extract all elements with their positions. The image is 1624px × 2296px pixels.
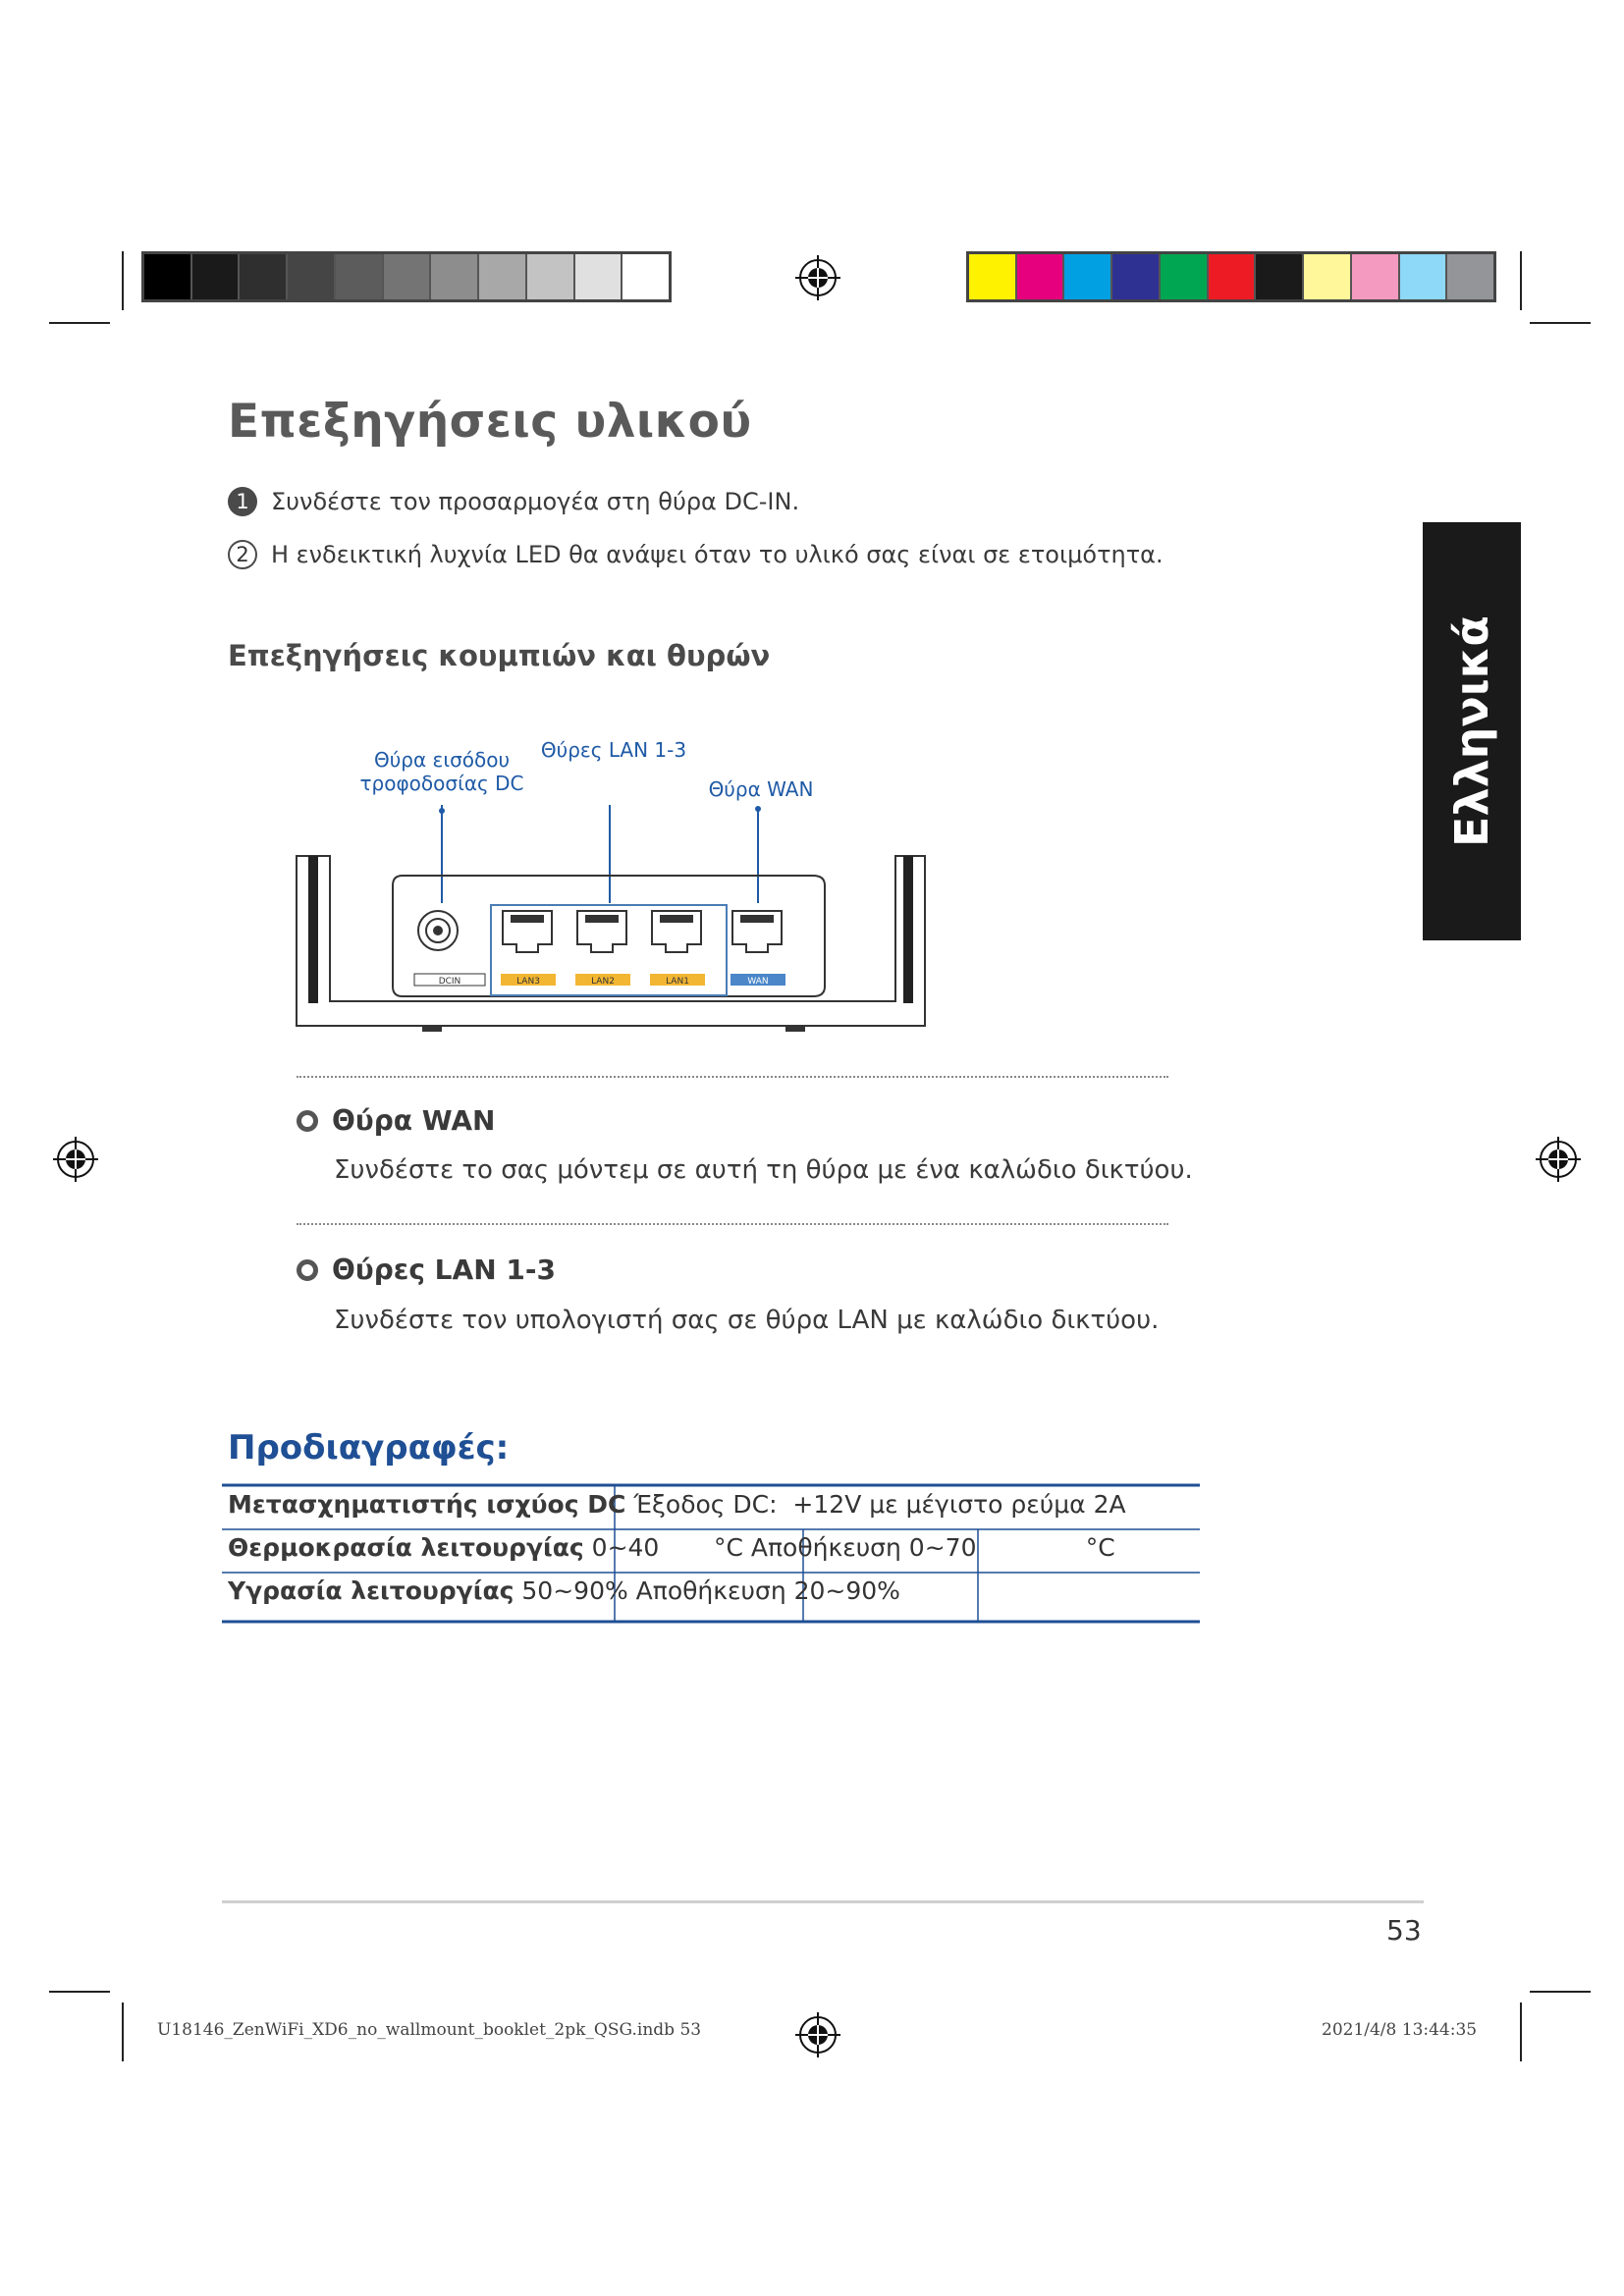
diagram-label-dc: [344, 748, 540, 795]
registration-mark-icon: [795, 2012, 840, 2057]
crop-mark: [1530, 1991, 1591, 1993]
page-title: Επεξηγήσεις υλικού: [228, 395, 752, 449]
specs-value: Έξοδος DC: +12V με μέγιστο ρεύμα 2A: [633, 1490, 1126, 1519]
color-swatch: [1209, 254, 1257, 299]
diagram-label-lan: Θύρες LAN 1-3: [540, 738, 687, 762]
gray-swatch: [431, 254, 479, 299]
specs-heading: Προδιαγραφές:: [228, 1428, 510, 1468]
registration-mark-icon: [53, 1137, 98, 1182]
gray-swatch: [288, 254, 336, 299]
color-swatch: [1400, 254, 1448, 299]
diagram-label-dc-line2: τροφοδοσίας DC: [359, 772, 524, 795]
port-heading-lan: [297, 1254, 556, 1286]
port-title: Θύρες LAN 1-3: [332, 1254, 556, 1286]
registration-mark-icon: [795, 255, 840, 300]
step-item: [228, 487, 799, 516]
specs-label: Μετασχηματιστής ισχύος DC: [228, 1490, 626, 1519]
port-heading-wan: [297, 1104, 495, 1137]
color-swatch: [1352, 254, 1400, 299]
port-description: Συνδέστε το σας μόντεμ σε αυτή τη θύρα με ένα καλώδιο δικτύου.: [334, 1155, 1193, 1185]
language-tab-label: Ελληνικά: [1445, 615, 1498, 847]
color-swatch: [969, 254, 1017, 299]
step-text: Η ενδεικτική λυχνία LED θα ανάψει όταν το υλικό σας είναι σε ετοιμότητα.: [271, 541, 1164, 568]
footer-rule: [222, 1900, 1424, 1903]
crop-mark: [122, 251, 124, 310]
diagram-label-wan: Θύρα WAN: [708, 777, 814, 801]
specs-value: 50~90% Αποθήκευση 20~90%: [521, 1576, 900, 1605]
step-number: 2: [228, 540, 257, 569]
slug-timestamp: 2021/4/8 13:44:35: [1322, 2020, 1478, 2040]
color-swatch: [1112, 254, 1161, 299]
gray-swatch: [336, 254, 384, 299]
specs-value: 0~40 °C Αποθήκευση 0~70 °C: [591, 1533, 1115, 1562]
gray-swatch: [575, 254, 623, 299]
bullet-ring-icon: [297, 1259, 318, 1281]
specs-label: Υγρασία λειτουργίας: [228, 1576, 514, 1605]
crop-mark: [122, 2002, 124, 2061]
registration-mark-icon: [1536, 1137, 1581, 1182]
divider: [297, 1223, 1168, 1225]
divider: [297, 1076, 1168, 1078]
gray-swatch: [192, 254, 241, 299]
color-swatch: [1017, 254, 1065, 299]
gray-swatch: [479, 254, 527, 299]
grayscale-calibration-bar: [141, 251, 672, 302]
specs-row: [228, 1490, 1126, 1519]
router-back-panel-diagram: [295, 805, 933, 1041]
color-swatch: [1447, 254, 1493, 299]
port-label-lan3: LAN3: [516, 977, 540, 987]
crop-mark: [1530, 322, 1591, 324]
color-swatch: [1064, 254, 1112, 299]
color-calibration-bar: [966, 251, 1496, 302]
port-label-wan: WAN: [747, 977, 769, 987]
port-label-lan1: LAN1: [666, 977, 689, 987]
bullet-ring-icon: [297, 1110, 318, 1132]
crop-mark: [1520, 2002, 1522, 2061]
color-swatch: [1256, 254, 1304, 299]
step-text: Συνδέστε τον προσαρμογέα στη θύρα DC-IN.: [271, 488, 800, 515]
slug-filename: U18146_ZenWiFi_XD6_no_wallmount_booklet_2pk_QSG.indb 53: [157, 2020, 702, 2040]
gray-swatch: [240, 254, 288, 299]
port-label-lan2: LAN2: [591, 977, 615, 987]
gray-swatch: [623, 254, 669, 299]
crop-mark: [49, 1991, 110, 1993]
gray-swatch: [384, 254, 432, 299]
specs-label: Θερμοκρασία λειτουργίας: [228, 1533, 584, 1562]
specs-row: [228, 1576, 900, 1605]
port-description: Συνδέστε τον υπολογιστή σας σε θύρα LAN με καλώδιο δικτύου.: [334, 1306, 1160, 1335]
port-title: Θύρα WAN: [332, 1104, 496, 1137]
specs-row: [228, 1533, 1115, 1562]
color-swatch: [1304, 254, 1352, 299]
port-label-dcin: DCIN: [438, 977, 461, 987]
step-item: [228, 540, 1164, 569]
page-number: 53: [1386, 1914, 1422, 1947]
color-swatch: [1161, 254, 1209, 299]
gray-swatch: [527, 254, 575, 299]
gray-swatch: [144, 254, 192, 299]
crop-mark: [49, 322, 110, 324]
crop-mark: [1520, 251, 1522, 310]
step-number: 1: [228, 487, 257, 516]
diagram-label-dc-line1: Θύρα εισόδου: [373, 748, 511, 772]
section-subtitle: Επεξηγήσεις κουμπιών και θυρών: [228, 639, 771, 672]
